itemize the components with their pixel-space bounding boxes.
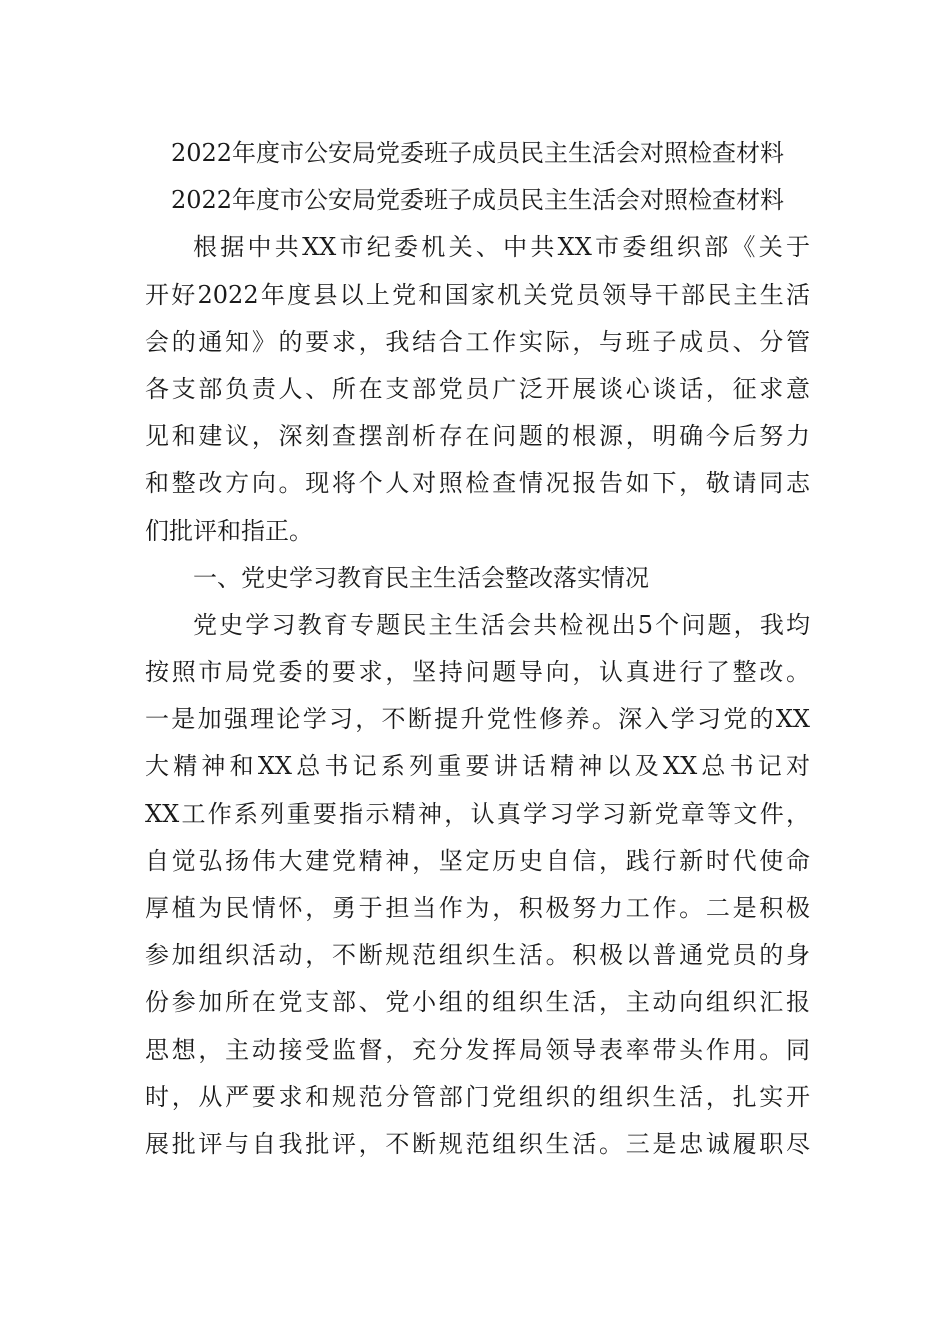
intro-paragraph-line: 见和建议，深刻查摆剖析存在问题的根源，明确今后努力 — [145, 422, 810, 451]
section-paragraph-line: 按照市局党委的要求，坚持问题导向，认真进行了整改。 — [145, 658, 810, 687]
section-paragraph-line: 份参加所在党支部、党小组的组织生活，主动向组织汇报 — [145, 988, 810, 1017]
section-paragraph-line: 一是加强理论学习，不断提升党性修养。深入学习党的XX — [145, 705, 810, 734]
section-paragraph-line: 大精神和XX总书记系列重要讲话精神以及XX总书记对 — [145, 752, 810, 781]
section-paragraph-line: 展批评与自我批评，不断规范组织生活。三是忠诚履职尽 — [145, 1129, 810, 1158]
intro-paragraph-line: 根据中共XX市纪委机关、中共XX市委组织部《关于 — [193, 233, 810, 262]
section-paragraph-line: 党史学习教育专题民主生活会共检视出5个问题，我均 — [193, 610, 810, 639]
section-paragraph-line: 参加组织活动，不断规范组织生活。积极以普通党员的身 — [145, 941, 810, 970]
intro-paragraph-line: 会的通知》的要求，我结合工作实际，与班子成员、分管 — [145, 327, 810, 356]
document-title-repeat: 2022年度市公安局党委班子成员民主生活会对照检查材料 — [170, 186, 785, 215]
intro-paragraph-line: 们批评和指正。 — [145, 516, 313, 545]
intro-paragraph-line: 开好2022年度县以上党和国家机关党员领导干部民主生活 — [145, 280, 810, 309]
intro-paragraph-line: 各支部负责人、所在支部党员广泛开展谈心谈话，征求意 — [145, 374, 810, 403]
section-paragraph-line: XX工作系列重要指示精神，认真学习学习新党章等文件， — [145, 799, 810, 828]
section-paragraph-line: 自觉弘扬伟大建党精神，坚定历史自信，践行新时代使命 — [145, 846, 810, 875]
section-paragraph-line: 厚植为民情怀，勇于担当作为，积极努力工作。二是积极 — [145, 894, 810, 922]
section-paragraph-line: 思想，主动接受监督，充分发挥局领导表率带头作用。同 — [145, 1035, 810, 1064]
document-body — [145, 130, 810, 1168]
document-title: 2022年度市公安局党委班子成员民主生活会对照检查材料 — [170, 139, 785, 167]
section-paragraph-line: 时，从严要求和规范分管部门党组织的组织生活，扎实开 — [145, 1082, 810, 1111]
intro-paragraph-line: 和整改方向。现将个人对照检查情况报告如下，敬请同志 — [145, 469, 810, 498]
section-heading: 一、党史学习教育民主生活会整改落实情况 — [193, 563, 649, 592]
